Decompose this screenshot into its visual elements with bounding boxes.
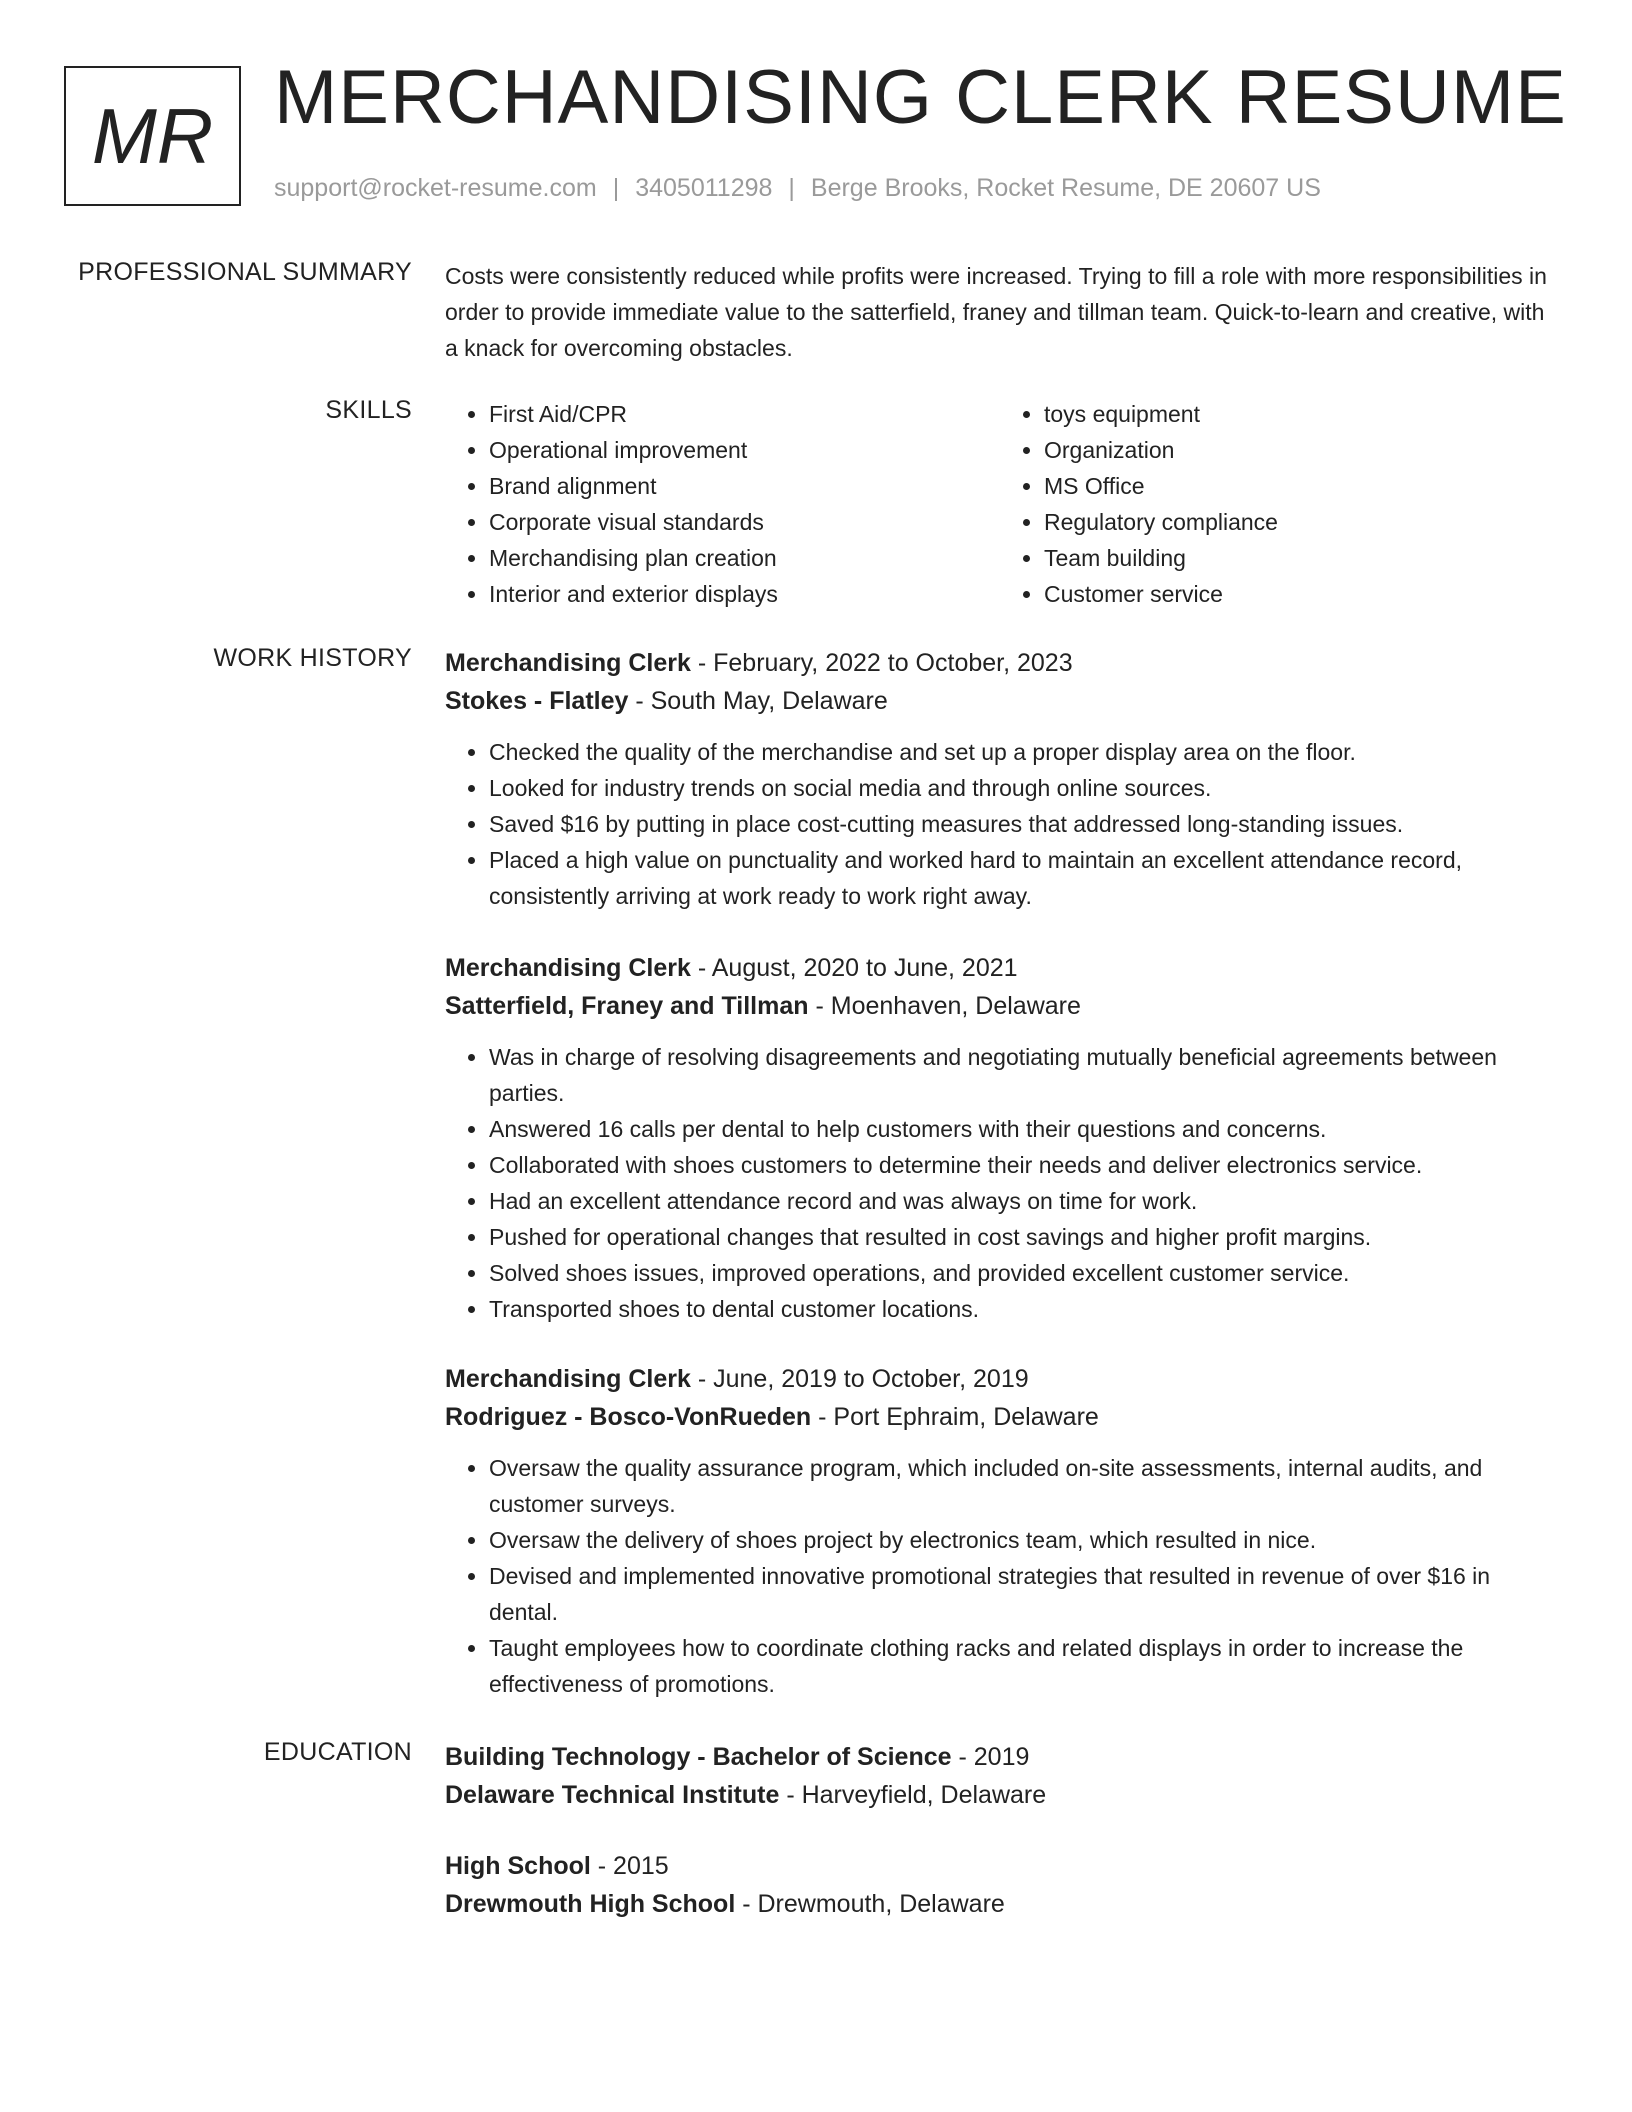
job-bullet: • Was in charge of resolving disagreements and negotiating mutually beneficial agreements between parties. [489,1039,1555,1111]
monogram-initials: MR [91,91,214,180]
job-dates: - February, 2022 to October, 2023 [690,649,1073,677]
job-heading [445,644,1555,682]
company-location: - Port Ephraim, Delaware [811,1403,1099,1431]
degree: High School [445,1852,591,1880]
job-bullet: • Placed a high value on punctuality and worked hard to maintain an excellent attendance record, consistently arriving at work ready to work right away. [489,842,1555,914]
contact-separator: | [788,174,795,202]
skill-item: • Corporate visual standards [489,504,1000,540]
skills-column-1 [445,396,1000,612]
job-bullet: • Pushed for operational changes that resulted in cost savings and higher profit margins. [489,1219,1555,1255]
job-entry [445,1360,1555,1702]
skill-item: • Operational improvement [489,432,1000,468]
school-line [445,1776,1555,1814]
skill-item: • MS Office [1044,468,1555,504]
school-name: Delaware Technical Institute [445,1781,780,1809]
education-entry [445,1738,1555,1814]
company-name: Stokes - Flatley [445,687,629,715]
contact-email[interactable]: support@rocket-resume.com [274,174,597,202]
education-heading [445,1847,1555,1885]
job-bullets [445,1450,1555,1702]
skill-item: • Organization [1044,432,1555,468]
company-line [445,987,1555,1025]
contact-separator: | [612,174,620,202]
school-location: - Harveyfield, Delaware [779,1781,1047,1809]
job-bullets [445,734,1555,914]
resume-title: MERCHANDISING CLERK RESUME [274,55,1567,140]
school-line [445,1885,1555,1923]
skill-item: • Brand alignment [489,468,1000,504]
skill-item: • Customer service [1044,576,1555,612]
job-bullet: • Answered 16 calls per dental to help customers with their questions and concerns. [489,1111,1555,1147]
job-heading [445,949,1555,987]
section-label-work: WORK HISTORY [213,644,412,672]
company-name: Rodriguez - Bosco-VonRueden [445,1403,812,1431]
contact-address: Berge Brooks, Rocket Resume, DE 20607 US [810,174,1321,202]
company-name: Satterfield, Franey and Tillman [445,992,809,1020]
contact-phone[interactable]: 3405011298 [635,174,773,202]
section-label-skills: SKILLS [325,396,412,424]
summary-text: Costs were consistently reduced while profits were increased. Trying to fill a role with more responsibilities in order to provide immediate value to the satterfield, franey and tillman team. Quick-to-learn and creative, with a knack for overcoming obstacles. [445,263,1547,361]
school-location: - Drewmouth, Delaware [735,1890,1005,1918]
degree: Building Technology - Bachelor of Science [445,1743,952,1771]
job-bullet: • Oversaw the quality assurance program, which included on-site assessments, internal audits, and customer surveys. [489,1450,1555,1522]
school-name: Drewmouth High School [445,1890,736,1918]
job-bullets [445,1039,1555,1327]
job-dates: - August, 2020 to June, 2021 [690,954,1018,982]
company-location: - Moenhaven, Delaware [808,992,1081,1020]
skill-item: • Team building [1044,540,1555,576]
job-entry [445,949,1555,1327]
job-bullet: • Devised and implemented innovative promotional strategies that resulted in revenue of over $16 in dental. [489,1558,1555,1630]
job-entry [445,644,1555,914]
section-label-education: EDUCATION [263,1738,412,1766]
skill-item: • Regulatory compliance [1044,504,1555,540]
job-bullet: • Solved shoes issues, improved operations, and provided excellent customer service. [489,1255,1555,1291]
skill-item: • toys equipment [1044,396,1555,432]
education-year: - 2019 [951,1743,1030,1771]
education-entry [445,1847,1555,1923]
section-label-summary: PROFESSIONAL SUMMARY [78,258,412,286]
skill-item: • Merchandising plan creation [489,540,1000,576]
job-dates: - June, 2019 to October, 2019 [690,1365,1029,1393]
job-bullet: • Oversaw the delivery of shoes project by electronics team, which resulted in nice. [489,1522,1555,1558]
job-bullet: • Looked for industry trends on social media and through online sources. [489,770,1555,806]
skill-item: • First Aid/CPR [489,396,1000,432]
company-line [445,682,1555,720]
education-heading [445,1738,1555,1776]
job-bullet: • Transported shoes to dental customer locations. [489,1291,1555,1327]
education-year: - 2015 [590,1852,669,1880]
job-bullet: • Taught employees how to coordinate clothing racks and related displays in order to increase the effectiveness of promotions. [489,1630,1555,1702]
monogram-box [64,66,241,206]
skills-column-2 [1000,396,1555,612]
job-title: Merchandising Clerk [445,1365,691,1393]
job-bullet: • Saved $16 by putting in place cost-cutting measures that addressed long-standing issues. [489,806,1555,842]
company-location: - South May, Delaware [628,687,888,715]
company-line [445,1398,1555,1436]
job-title: Merchandising Clerk [445,954,691,982]
job-bullet: • Had an excellent attendance record and was always on time for work. [489,1183,1555,1219]
contact-line [274,174,1321,203]
job-heading [445,1360,1555,1398]
skill-item: • Interior and exterior displays [489,576,1000,612]
skills-list [445,396,1555,612]
job-bullet: • Checked the quality of the merchandise and set up a proper display area on the floor. [489,734,1555,770]
job-bullet: • Collaborated with shoes customers to determine their needs and deliver electronics service. [489,1147,1555,1183]
job-title: Merchandising Clerk [445,649,691,677]
